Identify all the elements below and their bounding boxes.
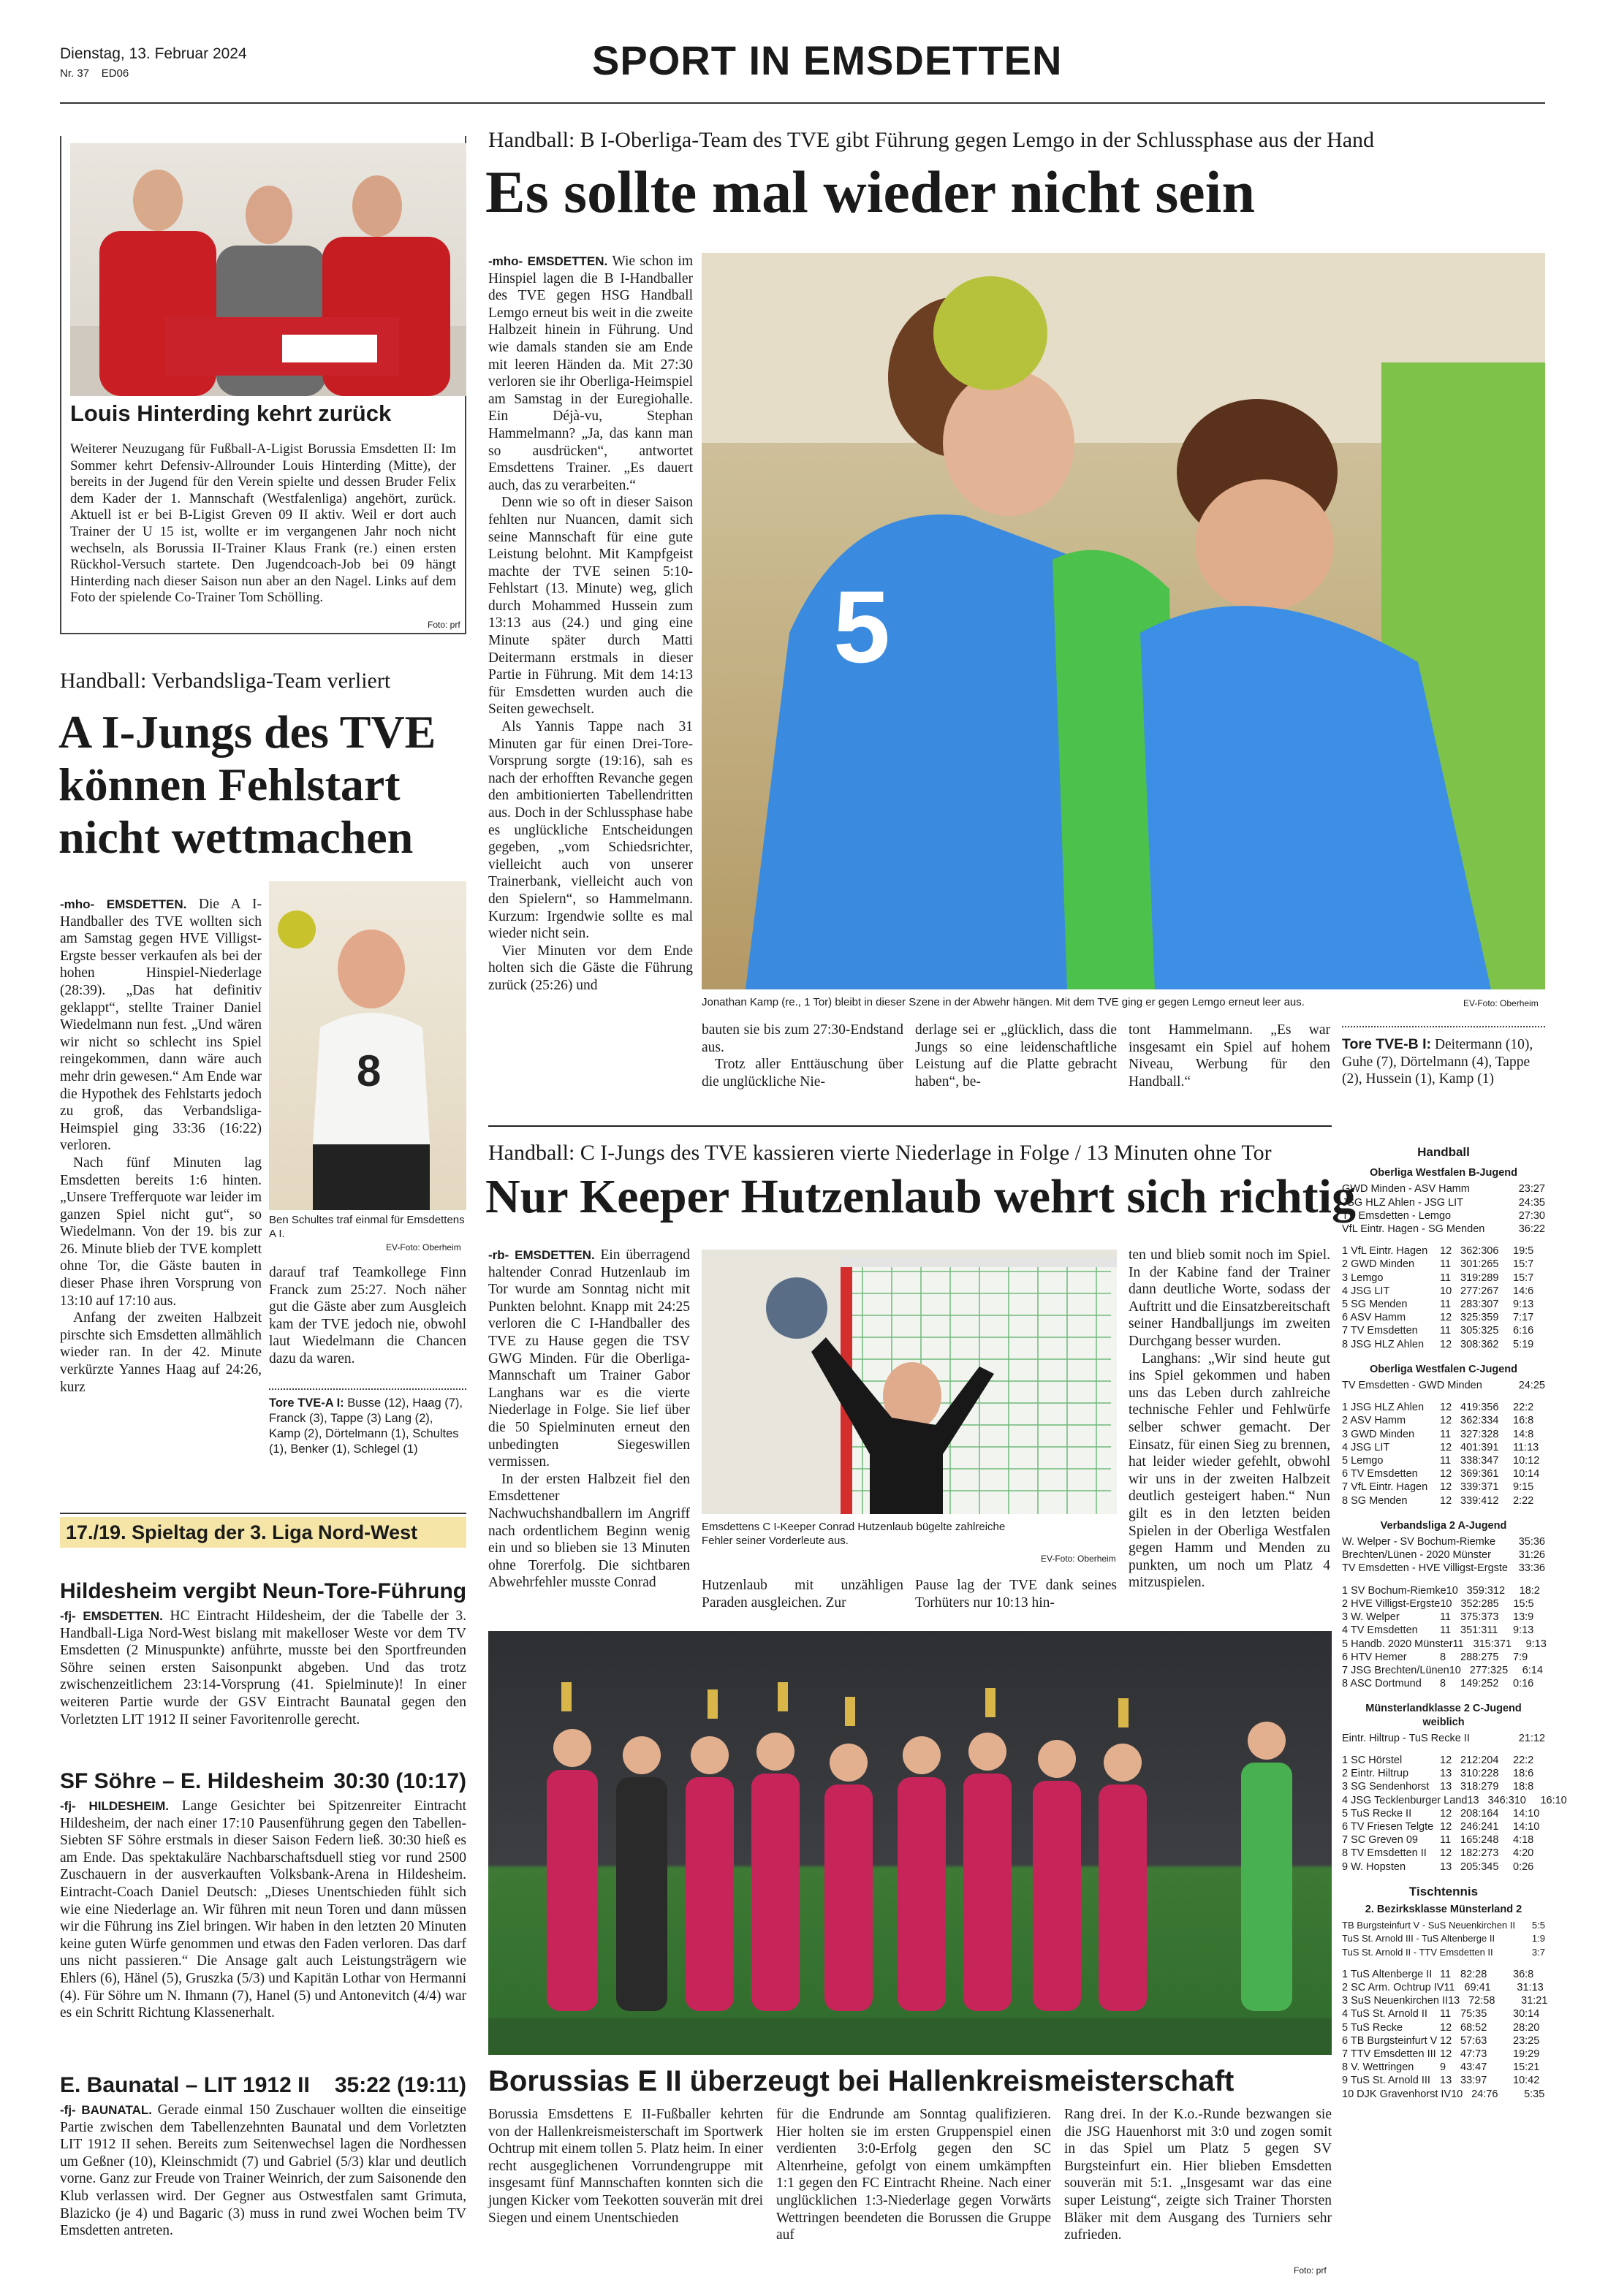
table-row: 5 Handb. 2020 Münster 11 315:371 9:13	[1342, 1638, 1547, 1650]
lemgo-photo	[702, 253, 1545, 989]
art1-headline: Es sollte mal wieder nicht sein	[485, 159, 1256, 225]
liga-t3: -fj- BAUNATAL. Gerade einmal 150 Zuschauer wollten die einseitige Partie zwischen dem Tabellenzehnten Baunatal und dem Vorletzten LIT 1912 II sehen. Bereits zum Seitenwechsel lagen die Nordhessen um Geßner (10), Kleinschmidt (7) und Gabriel (5/3) klar und deutlich vorne. Ganz zur Freude von Trainer Weinrich, der zum Saisonende den Klub verlassen wird. Der Gegner aus Ostwestfalen samt Grimuta, Blazicko (je 4) und Bagaric (3) muss in rund zwei Wochen beim TV Emsdetten antreten.	[60, 2102, 467, 2239]
table-row: 6 ASV Hamm 12 325:359 7:17	[1342, 1312, 1534, 1324]
svg-text:8: 8	[357, 1046, 382, 1095]
result-row: Eintr. Hiltrup - TuS Recke II 21:12	[1342, 1732, 1545, 1744]
table-row: 4 TuS St. Arnold II 11 75:35 30:14	[1342, 2008, 1540, 2021]
table-row: 1 SV Bochum-Riemke 10 359:312 18:2	[1342, 1584, 1540, 1597]
g2-title: Oberliga Westfalen C-Jugend	[1370, 1363, 1517, 1375]
table-row: 4 TV Emsdetten 11 351:311 9:13	[1342, 1624, 1534, 1637]
masthead-rule	[60, 102, 1545, 104]
art1-kicker: Handball: B I-Oberliga-Team des TVE gibt Führung gegen Lemgo in der Schlussphase aus der Hand	[488, 128, 1375, 152]
stats-title: Handball	[1417, 1145, 1470, 1159]
art3-col1: -rb- EMSDETTEN. Ein überragend haltender Conrad Hutzenlaub im Tor wurde am Sonntag nicht mit Punkten belohnt. Knapp mit 24:25 verloren die C I-Handballer des TVE zu Hause gegen die TSV GWG Minden. Für die Oberliga-Mannschaft um Trainer Gabor Langhans war es die vierte Niederlage in Folge. Sie lief über die 50 Spielminuten erneut den unbedingten Siegeswillen vermissen. In der ersten Halbzeit fiel den Emsdettener Nachwuchshandballern im Angriff nach ordentlichem Beginn wenig ein und so blieben sie 13 Minuten ohne Torerfolg. Die sichtbaren Abwehrfehler musste Conrad	[488, 1247, 691, 1591]
liga-banner: 17./19. Spieltag der 3. Liga Nord-West	[60, 1517, 466, 1548]
result-row: TB Burgsteinfurt V - SuS Neuenkirchen II 5:5	[1342, 1920, 1545, 1931]
table-row: 5 TuS Recke II 12 208:164 14:10	[1342, 1807, 1540, 1820]
table-row: 4 JSG Tecklenburger Land 13 346:310 16:10	[1342, 1794, 1567, 1806]
art4-col2: für die Endrunde am Sonntag qualifizieren. Hier holten sie im ersten Gruppenspiel einen verdienten 3:0-Erfolg gegen den SC Altenrheine, gefolgt von einem umkämpften 1:1 gegen den FC Eintracht Rheine. Nach einer unglücklichen 1:3-Niederlage gegen Vorwärts Wettringen beendeten die Borussen die Gruppe auf	[776, 2107, 1051, 2243]
table-row: 2 ASV Hamm 12 362:334 16:8	[1342, 1415, 1534, 1427]
table-row: 10 DJK Gravenhorst IV 10 24:76 5:35	[1342, 2088, 1545, 2100]
art3-col3: Pause lag der TVE dank seines Torhüters nur 10:13 hin-	[915, 1578, 1117, 1611]
table-row: 5 SG Menden 11 283:307 9:13	[1342, 1299, 1534, 1311]
art1-col1: -mho- EMSDETTEN. Wie schon im Hinspiel lagen die B I-Handballer des TVE gegen HSG Handball Lemgo erneut bis weit in die zweite Halbzeit hinein in Führung. Und wie damals standen sie am Ende mit leeren Händen da. Mit 27:30 verloren sie ihr Oberliga-Heimspiel am Samstag in der Euregiohalle. Ein Déjà-vu, Stephan Hammelmann? „Ja, das kann man so ausdrücken“, antwortet Emsdettens Trainer. „Es dauert auch, das zu verarbeiten.“ Denn wie so oft in dieser Saison fehlten nur Nuancen, damit sich seine Mannschaft für eine gute Leistung belohnt. Mit Kampfgeist machte der TVE seinen 5:10-Fehlstart (13. Minute) weg, glich durch Mohammed Hussein zum 13:13 aus (24.) und ging eine Minute später durch Matti Deitermann erstmals in dieser Partie in Führung. Mit dem 14:13 für Emsdetten wurden auch die Seiten gewechselt. Als Yannis Tappe nach 31 Minuten gar für einen Drei-Tore-Vorsprung sorgte (19:16), sah es nach der erhofften Revanche gegen den ambitionierten Tabellendritten aus. Doch in der Schlussphase habe es unglückliche Entscheidungen gegeben, „vom Schiedsrichter, vielleicht auch von unserer Trainerbank, vielleicht auch von den Spielern“, so Hammelmann. Kurzum: Irgendwie sollte es mal wieder nicht sein. Vier Minuten vor dem Ende holten sich die Gäste die Führung zurück (25:26) und	[488, 254, 693, 993]
table-row: 3 GWD Minden 11 327:328 14:8	[1342, 1428, 1534, 1440]
table-row: 8 SG Menden 12 339:412 2:22	[1342, 1494, 1534, 1507]
art1-col4: tont Hammelmann. „Es war insgesamt ein Spiel auf hohem Niveau, Werbung für den Handball.“	[1129, 1022, 1330, 1090]
table-row: 7 TV Emsdetten 11 305:325 6:16	[1342, 1325, 1534, 1337]
table-row: 8 JSG HLZ Ahlen 12 308:362 5:19	[1342, 1338, 1534, 1350]
liga-h2: SF Söhre – E. Hildesheim 30:30 (10:17)	[60, 1769, 466, 1793]
art1-col2: bauten sie bis zum 27:30-Endstand aus. Trotz aller Enttäuschung über die unglückliche Nie-	[702, 1022, 903, 1090]
table-row: 3 SG Sendenhorst 13 318:279 18:8	[1342, 1781, 1534, 1793]
masthead-date: Dienstag, 13. Februar 2024	[60, 45, 247, 62]
table-row: 2 HVE Villigst-Ergste 10 352:285 15:5	[1342, 1597, 1534, 1610]
art2-col2: darauf traf Teamkollege Finn Franck zum 25:27. Noch näher gut die Gäste aber zum Ausgleich kam der TVE jedoch nie, obwohl laut Wiedelmann die Chancen dazu da waren.	[269, 1265, 466, 1366]
art1-caption: Jonathan Kamp (re., 1 Tor) bleibt in dieser Szene in der Abwehr hängen. Mit dem TVE ging er gegen Lemgo erneut leer aus.	[702, 996, 1305, 1008]
g3-title: Verbandsliga 2 A-Jugend	[1380, 1519, 1507, 1532]
g4-title: Münsterlandklasse 2 C-Jugend weiblich	[1365, 1703, 1522, 1728]
table-row: 7 TTV Emsdetten III 12 47:73 19:29	[1342, 2048, 1540, 2060]
art3-caption: Emsdettens C I-Keeper Conrad Hutzenlaub bügelte zahlreiche Fehler seiner Vorderleute aus.	[702, 1521, 1006, 1547]
table-row: 8 V. Wettringen 9 43:47 15:21	[1342, 2061, 1540, 2074]
stats-panel	[1342, 1145, 1567, 2101]
art2-kicker: Handball: Verbandsliga-Team verliert	[60, 669, 391, 693]
table-row: 3 SuS Neuenkirchen II 13 72:58 31:21	[1342, 1995, 1548, 2007]
table-row: 6 HTV Hemer 8 288:275 7:9	[1342, 1651, 1528, 1663]
table-row: 9 W. Hopsten 13 205:345 0:26	[1342, 1860, 1534, 1873]
art1-scorers: Tore TVE-B I: Deitermann (10), Guhe (7), Dörtelmann (4), Tappe (2), Hussein (1), Kamp (1)	[1342, 1036, 1533, 1087]
art2-caption: Ben Schultes traf einmal für Emsdettens A I.	[269, 1214, 465, 1240]
section-title: SPORT IN EMSDETTEN	[592, 37, 1063, 83]
table-row: 1 VfL Eintr. Hagen 12 362:306 19:5	[1342, 1245, 1534, 1258]
result-row: JSG HLZ Ahlen - JSG LIT 24:35	[1342, 1196, 1545, 1209]
art1-credit: EV-Foto: Oberheim	[1463, 998, 1539, 1008]
art3-credit: EV-Foto: Oberheim	[1041, 1554, 1116, 1564]
g5-title: 2. Bezirksklasse Münsterland 2	[1365, 1903, 1522, 1915]
table-row: 6 TB Burgsteinfurt V 12 57:63 23:25	[1342, 2034, 1540, 2047]
art2-col1: -mho- EMSDETTEN. Die A I-Handballer des TVE wollten sich am Samstag gegen HVE Villigst-Ergste besser verkaufen als bei der hohen Hinspiel-Niederlage (28:39). „Das hat definitiv geklappt“, stellte Trainer Daniel Wiedelmann nun fest. „Und wären wir nicht so schlecht ins Spiel reingekommen, dann wäre auch mehr drin gewesen.“ Am Ende war die Hypothek des Fehlstarts jedoch zu groß, das Verbandsliga-Heimspiel ging 33:36 (16:22) verloren. Nach fünf Minuten lag Emsdetten bereits 1:6 hinten. „Unsere Trefferquote war leider im ganzen Spiel nicht gut“, so Wiedelmann. Von der 19. bis zur 26. Minute blieb der TVE komplett ohne Tor, die Gäste bauten in dieser Phase ihren Vorsprung von 13:10 auf 17:10 aus. Anfang der zweiten Halbzeit pirschte sich Emsdetten allmählich wieder ran. In der 42. Minute verkürzte Yannes Haag auf 24:26, kurz	[60, 897, 262, 1395]
brief-body: Weiterer Neuzugang für Fußball-A-Ligist Borussia Emsdetten II: Im Sommer kehrt Defensiv-Allrounder Louis Hinterding (Mitte), der bereits in der Jugend für den Verein spielte und dessen Bruder Felix dem Kader der 1. Mannschaft (Westfalenliga) angehört, zurück. Aktuell ist er bei B-Ligist Greven 09 II aktiv. Weil er dort auch Trainer der U 15 ist, wollte er im vergangenen Jahr noch nicht wechseln, als Borussia II-Trainer Klaus Frank (re.) einen ersten Rückhol-Versuch startete. Den Jugendcoach-Job bei 09 hängt Hinterding nach dieser Saison nun aber an den Nagel. Links auf dem Foto der spielende Co-Trainer Tom Schölling.	[70, 441, 456, 606]
table-row: 2 SC Arm. Ochtrup IV 11 69:41 31:13	[1342, 1981, 1544, 1993]
table-row: 8 TV Emsdetten II 12 182:273 4:20	[1342, 1847, 1534, 1860]
liga-t2: -fj- HILDESHEIM. Lange Gesichter bei Spitzenreiter Eintracht Hildesheim, der nach einer 17:10 Pausenführung gegen den Tabellen-Siebten SF Söhre erstmals in dieser Saison Federn ließ. 30:30 hieß es am Ende. Das spektakuläre Nachbarschaftsduell stieg vor rund 2500 Zuschauern in der ausverkauften Volksbank-Arena in Hildesheim. Eintracht-Coach Daniel Deutsch: „Dieses Unentschieden fühlt sich wie eine Niederlage an. Wir führen mit neun Toren und dann müssen wir die Führung ins Ziel bringen. Wir haben in den letzten 20 Minuten keine guten Würfe genommen und etwas den Faden verloren. Das darf uns nicht passieren.“ Die Ansage galt auch Leistungsträgern wie Ehlers (6), Hänel (5), Gruszka (5/3) und Kapitän Lothar von Hermanni (4). Für Söhre um N. Ihmann (7), Hanel (5) und Antonevitch (4/4) war es ein Schritt Richtung Klassenerhalt.	[60, 1798, 467, 2021]
table-row: 4 JSG LIT 10 277:267 14:6	[1342, 1285, 1534, 1297]
table-row: 1 TuS Altenberge II 11 82:28 36:8	[1342, 1968, 1534, 1980]
table-row: 7 SC Greven 09 11 165:248 4:18	[1342, 1834, 1534, 1847]
table-row: 7 JSG Brechten/Lünen 10 277:325 6:14	[1342, 1664, 1543, 1676]
result-row: Brechten/Lünen - 2020 Münster 31:26	[1342, 1549, 1545, 1562]
svg-text:5: 5	[833, 569, 890, 684]
borussia-photo	[488, 1631, 1332, 2055]
hinterding-photo	[70, 143, 466, 396]
schultes-photo	[269, 881, 466, 1210]
table-row: 7 VfL Eintr. Hagen 12 339:371 9:15	[1342, 1481, 1534, 1494]
liga-t1: -fj- EMSDETTEN. HC Eintracht Hildesheim, der die Tabelle der 3. Handball-Liga Nord-West bislang mit makelloser Weste vor dem TV Emsdetten (2 Minuspunkte) anführte, musste bei den Sportfreunden Söhre seinen ersten Saisonpunkt abgeben. Und das trotz zwischenzeitlichem 23:14-Vorsprung (41. Spielminute)! In einer weiteren Partie wurde der GSV Eintracht Baunatal gegen den Vorletzten LIT 1912 II seiner Favoritenrolle gerecht.	[60, 1608, 467, 1727]
art4-col1: Borussia Emsdettens E II-Fußballer kehrten von der Hallenkreismeisterschaft im Sportwerk Ochtrup mit einem tollen 5. Platz heim. In einer recht ausgeglichenen Vorrundengruppe mit insgesamt fünf Mannschaften konnten sich die jungen Kicker vom Teekotten souverän mit drei Siegen und einem Unentschieden	[488, 2107, 763, 2226]
art4-col3: Rang drei. In der K.o.-Runde bezwangen sie die JSG Hauenhorst mit 3:0 und zogen somit in das Spiel um Platz 5 gegen SV Burgsteinfurt ein. Hier blieben Emsdetten souverän mit 5:1. „Insgesamt war das eine super Leistung“, zeigte sich Trainer Thorsten Bläker mit dem Ausgang des Turniers sehr zufrieden.	[1064, 2107, 1332, 2243]
result-row: TV Emsdetten - Lemgo 27:30	[1342, 1209, 1545, 1222]
table-row: 3 W. Welper 11 375:373 13:9	[1342, 1611, 1534, 1624]
table-row: 2 GWD Minden 11 301:265 15:7	[1342, 1258, 1534, 1271]
result-row: TuS St. Arnold II - TTV Emsdetten II 3:7	[1342, 1946, 1545, 1958]
art3-headline: Nur Keeper Hutzenlaub wehrt sich richtig	[485, 1170, 1356, 1223]
table-row: 1 JSG HLZ Ahlen 12 419:356 22:2	[1342, 1402, 1534, 1414]
art2-scorers-rule	[269, 1388, 466, 1390]
liga-banner-top-rule	[60, 1513, 466, 1514]
brief-credit: Foto: prf	[428, 620, 460, 630]
tt-title: Tischtennis	[1408, 1884, 1479, 1898]
liga-h3: E. Baunatal – LIT 1912 II 35:22 (19:11)	[60, 2073, 466, 2097]
table-row: 4 JSG LIT 12 401:391 11:13	[1342, 1441, 1539, 1453]
art3-col2: Hutzenlaub mit unzähligen Paraden ausgleichen. Zur	[702, 1578, 903, 1611]
table-row: 5 Lemgo 11 338:347 10:12	[1342, 1455, 1540, 1467]
result-row: TV Emsdetten - GWD Minden 24:25	[1342, 1380, 1545, 1392]
table-row: 8 ASC Dortmund 8 149:252 0:16	[1342, 1678, 1534, 1690]
art4-headline: Borussias E II überzeugt bei Hallenkreismeisterschaft	[488, 2065, 1235, 2097]
art2-headline: A I-Jungs des TVE können Fehlstart nicht wettmachen	[58, 706, 436, 863]
table-row: 3 Lemgo 11 319:289 15:7	[1342, 1271, 1534, 1284]
table-row: 6 TV Emsdetten 12 369:361 10:14	[1342, 1468, 1540, 1480]
result-row: TV Emsdetten - HVE Villigst-Ergste 33:36	[1342, 1562, 1545, 1575]
art1-col3: derlage sei er „glücklich, dass die Jungs so eine leidenschaftliche Leistung auf die Platte gebracht haben“, be-	[915, 1022, 1117, 1090]
art1-scorers-rule	[1342, 1026, 1545, 1027]
art4-credit: Foto: prf	[1294, 2265, 1327, 2276]
result-row: VfL Eintr. Hagen - SG Menden 36:22	[1342, 1223, 1545, 1236]
table-row: 1 SC Hörstel 12 212:204 22:2	[1342, 1754, 1534, 1766]
table-row: 5 TuS Recke 12 68:52 28:20	[1342, 2021, 1540, 2034]
table-row: 2 Eintr. Hiltrup 13 310:228 18:6	[1342, 1768, 1534, 1780]
table-row: 6 TV Friesen Telgte 12 246:241 14:10	[1342, 1820, 1540, 1833]
brief-title: Louis Hinterding kehrt zurück	[70, 400, 392, 426]
art2-scorers: Tore TVE-A I: Busse (12), Haag (7), Franck (3), Tappe (3) Lang (2), Kamp (2), Dörtelmann (1), Schultes (1), Benker (1), Schlegel (1)	[269, 1396, 463, 1456]
art3-top-rule	[488, 1125, 1332, 1127]
result-row: W. Welper - SV Bochum-Riemke 35:36	[1342, 1536, 1545, 1548]
art2-credit: EV-Foto: Oberheim	[386, 1242, 461, 1252]
art3-kicker: Handball: C I-Jungs des TVE kassieren vierte Niederlage in Folge / 13 Minuten ohne Tor	[488, 1141, 1272, 1165]
g1-title: Oberliga Westfalen B-Jugend	[1370, 1167, 1517, 1179]
result-row: TuS St. Arnold III - TuS Altenberge II 1:9	[1342, 1933, 1545, 1945]
result-row: GWD Minden - ASV Hamm 23:27	[1342, 1183, 1545, 1195]
liga-h1: Hildesheim vergibt Neun-Tore-Führung	[60, 1579, 467, 1603]
table-row: 9 TuS St. Arnold III 13 33:97 10:42	[1342, 2075, 1540, 2087]
hutzenlaub-photo	[702, 1250, 1117, 1514]
masthead-issue: Nr. 37 ED06	[60, 67, 129, 80]
art3-col4: ten und blieb somit noch im Spiel. In der Kabine fand der Trainer dann deutliche Worte, sodass der Auftritt und die Einsatzbereitschaft seiner Handballjungs im zweiten Durchgang besser wurden. Langhans: „Wir sind heute gut ins Spiel gekommen und haben uns das Leben durch zahlreiche technische Fehler und Fehlwürfe selber schwer gemacht. Der Einsatz, für einen Sieg zu brennen, hat leider wieder gefehlt, obwohl wir uns in der zweiten Halbzeit deutlich gesteigert haben.“ Nun gilt es in den letzten beiden Spielen in der Oberliga Westfalen gegen Hamm und Menden zu punkten, um noch um Platz 4 mitzuspielen.	[1129, 1247, 1330, 1591]
